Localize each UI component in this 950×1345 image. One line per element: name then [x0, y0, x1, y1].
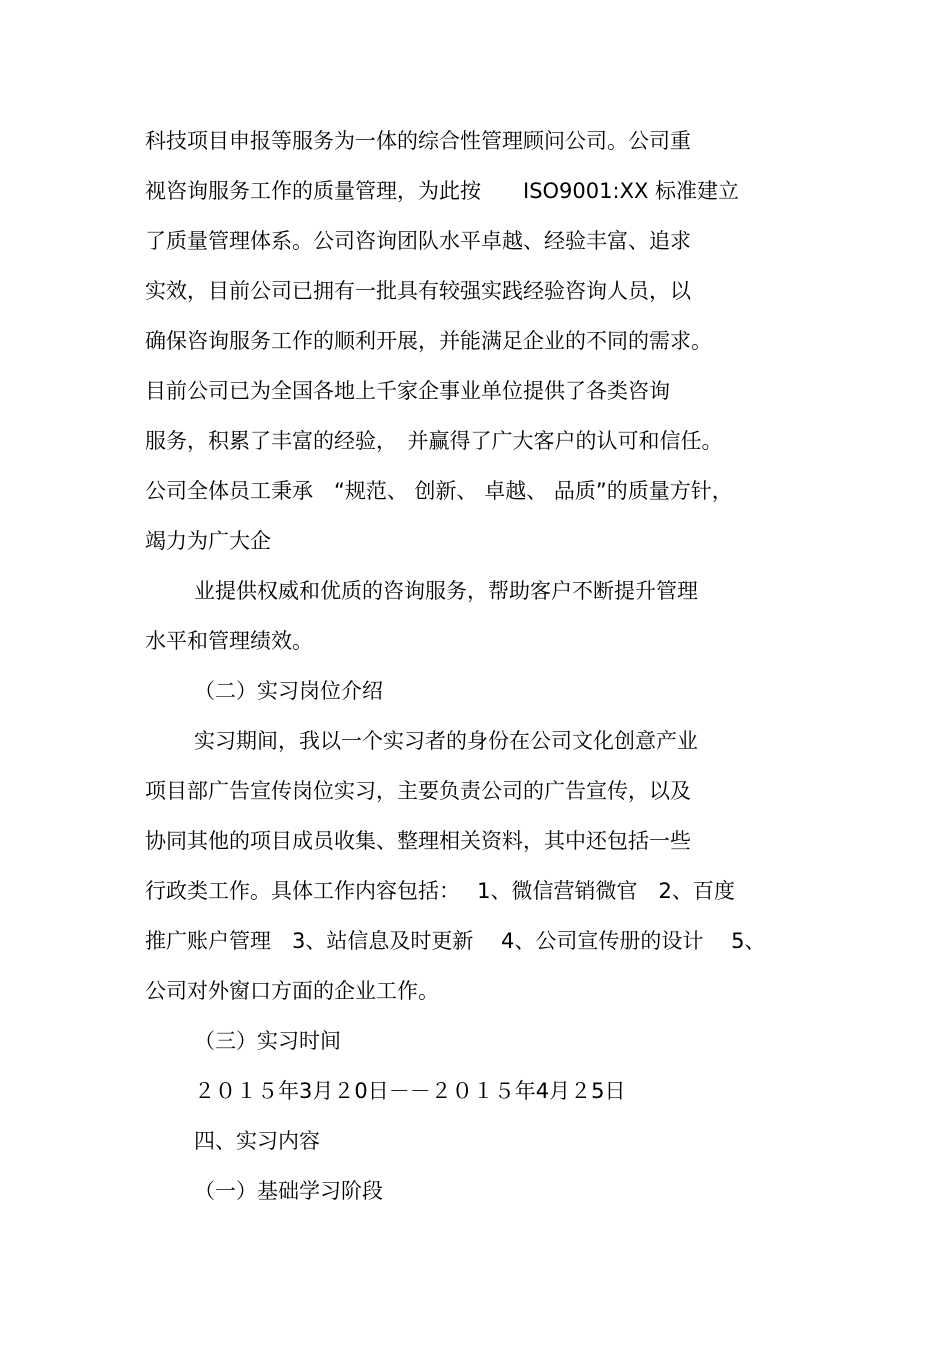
chapter-heading: 四、实习内容: [194, 1129, 320, 1153]
text-line: 视咨询服务工作的质量管理，为此按 ISO9001:XX 标准建立: [145, 179, 740, 203]
text-line: 行政类工作。具体工作内容包括： 1、微信营销微官 2、百度: [145, 879, 735, 903]
text-line: 确保咨询服务工作的顺利开展，并能满足企业的不同的需求。: [145, 329, 712, 353]
text-line: 服务，积累了丰富的经验， 并赢得了广大客户的认可和信任。: [145, 429, 723, 453]
text-line: 水平和管理绩效。: [145, 629, 313, 653]
text-line: 协同其他的项目成员收集、整理相关资料，其中还包括一些: [145, 829, 691, 853]
text-line: 竭力为广大企: [145, 529, 271, 553]
date-range: ２０１５年3月２0日－－２０１５年4月２5日: [194, 1079, 626, 1103]
section-heading: （三）实习时间: [194, 1029, 341, 1053]
text-line: 实习期间，我以一个实习者的身份在公司文化创意产业: [194, 729, 698, 753]
text-line: 公司全体员工秉承 “规范、 创新、 卓越、 品质”的质量方针，: [145, 479, 733, 503]
section-heading: （二）实习岗位介绍: [194, 679, 383, 703]
section-heading: （一）基础学习阶段: [194, 1179, 383, 1203]
text-line: 项目部广告宣传岗位实习，主要负责公司的广告宣传，以及: [145, 779, 691, 803]
text-line: 实效，目前公司已拥有一批具有较强实践经验咨询人员，以: [145, 279, 691, 303]
text-line: 公司对外窗口方面的企业工作。: [145, 979, 439, 1003]
text-line: 业提供权威和优质的咨询服务，帮助客户不断提升管理: [194, 579, 698, 603]
text-line: 了质量管理体系。公司咨询团队水平卓越、经验丰富、追求: [145, 229, 691, 253]
text-line: 科技项目申报等服务为一体的综合性管理顾问公司。公司重: [145, 129, 691, 153]
text-line: 推广账户管理 3、站信息及时更新 4、公司宣传册的设计 5、: [145, 929, 766, 953]
text-line: 目前公司已为全国各地上千家企事业单位提供了各类咨询: [145, 379, 670, 403]
